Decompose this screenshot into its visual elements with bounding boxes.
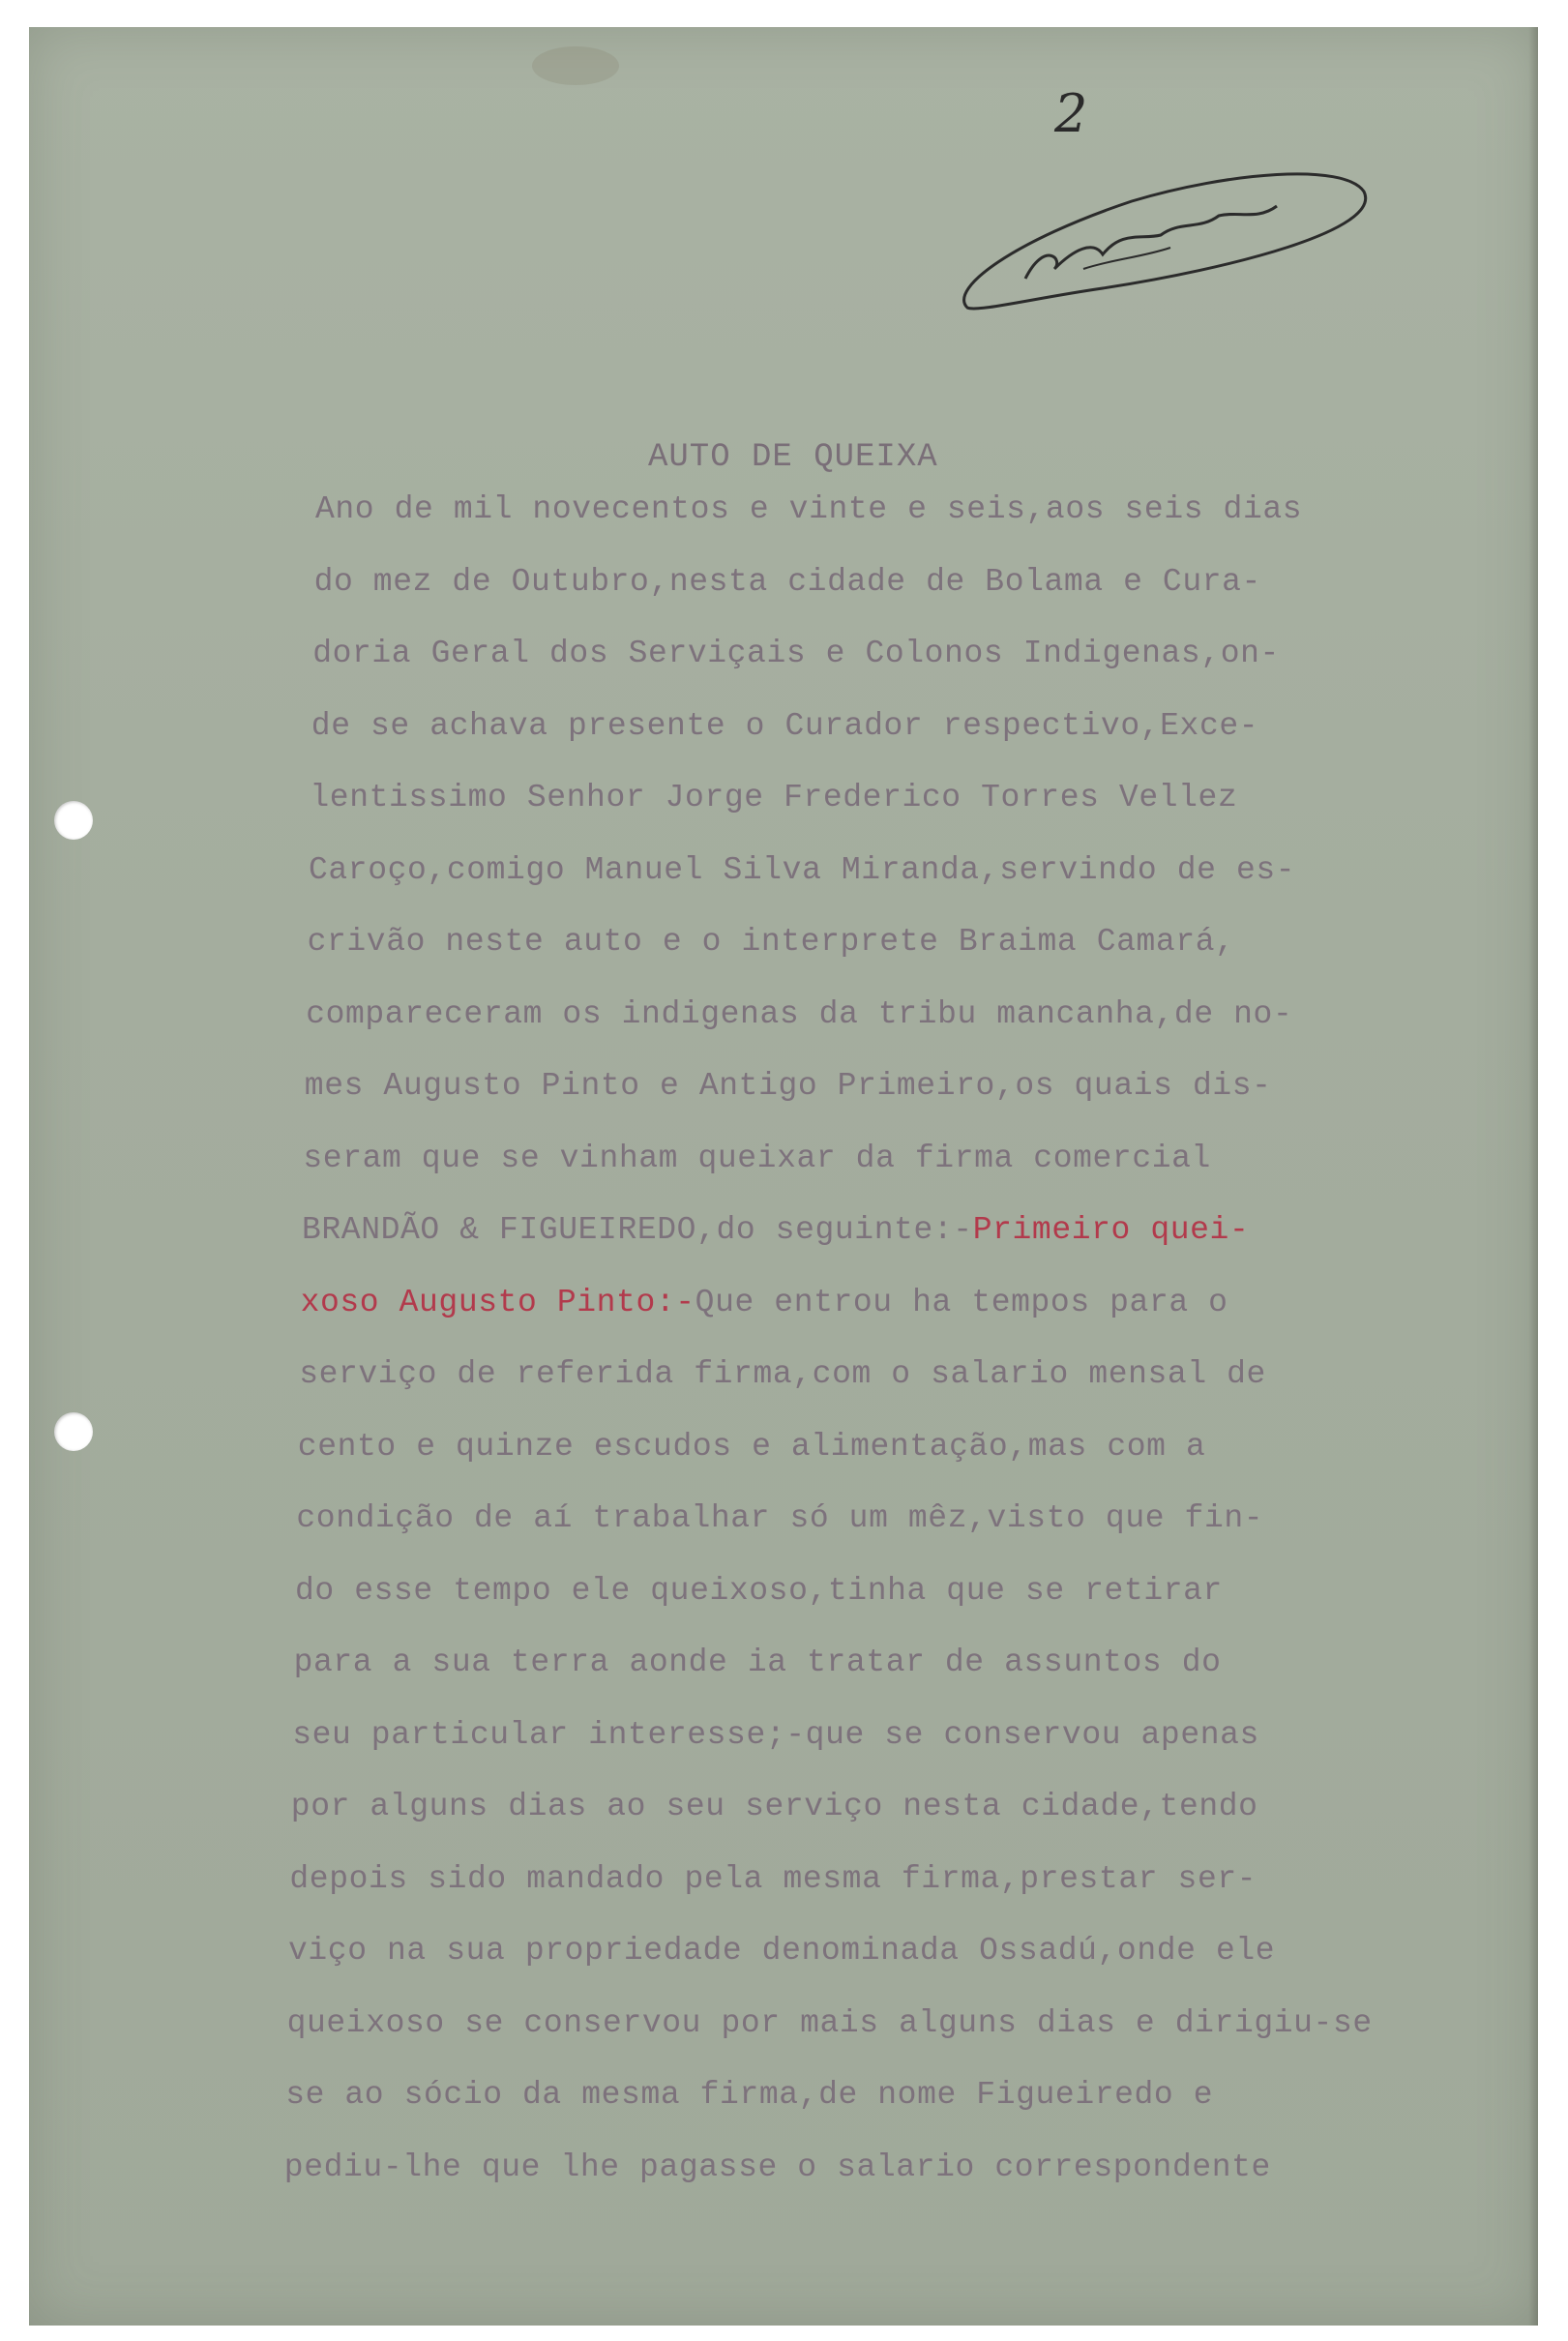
document-line	[298, 1429, 1206, 1465]
document-line	[295, 1573, 1223, 1609]
line-text: doria Geral dos Serviçais e Colonos Indigenas,on-	[312, 636, 1280, 671]
line-red-text: xoso Augusto Pinto:-	[300, 1284, 695, 1320]
document-line	[289, 1861, 1257, 1897]
line-text: serviço de referida firma,com o salario mensal de	[299, 1356, 1266, 1392]
document-line	[301, 1285, 1228, 1320]
document-body	[29, 27, 1538, 2326]
document-line	[309, 852, 1295, 888]
line-text: por alguns dias ao seu serviço nesta cidade,tendo	[290, 1789, 1258, 1824]
document-line	[308, 924, 1235, 960]
document-line	[315, 491, 1302, 527]
document-line	[294, 1645, 1222, 1680]
line-text: BRANDÃO & FIGUEIREDO,do seguinte:-	[302, 1212, 973, 1248]
document-line	[314, 564, 1261, 600]
document-line	[312, 636, 1280, 671]
line-text: se ao sócio da mesma firma,de nome Figueiredo e	[285, 2077, 1214, 2113]
line-text: depois sido mandado pela mesma firma,prestar ser-	[289, 1860, 1257, 1897]
document-line	[285, 2077, 1213, 2113]
line-text-after: Que entrou ha tempos para o	[695, 1284, 1228, 1320]
document-line	[306, 996, 1292, 1032]
line-text: crivão neste auto e o interprete Braima Camará,	[307, 924, 1235, 960]
line-text: compareceram os indigenas da tribu mancanha,de no-	[306, 995, 1293, 1032]
document-line	[291, 1789, 1258, 1824]
line-text: queixoso se conservou por mais alguns dias e dirigiu-se	[286, 2004, 1373, 2041]
document-line	[305, 1068, 1272, 1104]
line-text: lentissimo Senhor Jorge Frederico Torres Vellez	[310, 780, 1238, 815]
document-line	[302, 1212, 1249, 1248]
document-title: AUTO DE QUEIXA	[648, 439, 938, 476]
line-text: mes Augusto Pinto e Antigo Primeiro,os quais dis-	[304, 1068, 1272, 1104]
line-text: seram que se vinham queixar da firma comercial	[303, 1140, 1211, 1176]
document-line	[310, 780, 1237, 815]
folio-number: 2	[1054, 83, 1088, 144]
line-text: para a sua terra aonde ia tratar de assuntos do	[293, 1645, 1222, 1680]
line-text: pediu-lhe que lhe pagasse o salario correspondente	[283, 2148, 1271, 2185]
document-line	[296, 1500, 1263, 1536]
line-text: viço na sua propriedade denominada Ossadú,onde ele	[288, 1933, 1276, 1969]
line-text: cento e quinze escudos e alimentação,mas com a	[297, 1428, 1206, 1465]
document-line	[287, 2005, 1373, 2041]
document-line	[284, 2149, 1271, 2185]
document-page	[29, 27, 1538, 2326]
line-red-text: Primeiro quei-	[972, 1212, 1250, 1248]
document-line	[311, 708, 1258, 744]
document-line	[292, 1717, 1259, 1753]
line-text: seu particular interesse;-que se conservou apenas	[292, 1716, 1259, 1753]
document-line	[288, 1933, 1275, 1969]
line-text: de se achava presente o Curador respectivo,Exce-	[311, 707, 1259, 744]
line-text: do esse tempo ele queixoso,tinha que se retirar	[295, 1572, 1223, 1609]
line-text: condição de aí trabalhar só um mêz,visto que fin-	[296, 1500, 1264, 1536]
document-line	[299, 1356, 1266, 1392]
document-line	[303, 1141, 1211, 1176]
line-text: do mez de Outubro,nesta cidade de Bolama e Cura-	[313, 563, 1261, 600]
line-text: Caroço,comigo Manuel Silva Miranda,servindo de es-	[309, 851, 1296, 888]
line-text: Ano de mil novecentos e vinte e seis,aos seis dias	[315, 491, 1303, 527]
